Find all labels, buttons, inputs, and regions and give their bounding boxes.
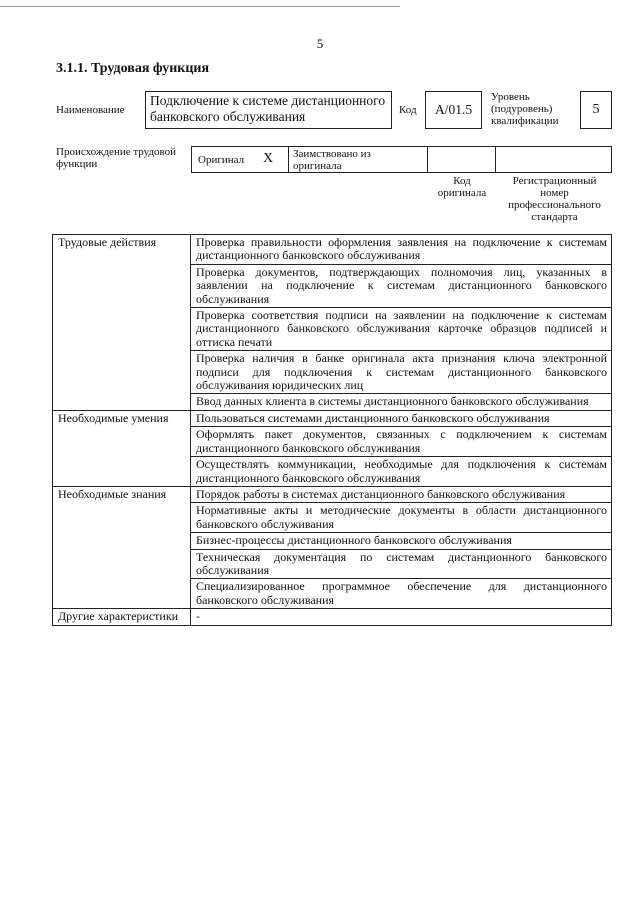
borrowed-label [293,148,371,172]
knowledge-item: Специализированное программное обеспечение для дистанционного банковского обслуживания [191,579,612,609]
reg-caption-line-3: профессионального [508,199,601,211]
registration-caption [496,175,613,223]
knowledge-item: Техническая документация по системам дистанционного банковского обслуживания [191,549,612,579]
original-code-cell [427,146,496,173]
origin-label [56,146,186,170]
page-number: 5 [316,36,324,51]
table-row [53,609,612,625]
labor-action-item: Проверка соответствия подписи на заявлении на подключение к системам дистанционного банковского обслуживания карточке образцов подписей и оттиска печати [191,308,612,351]
borrowed-label-line-2: оригинала [293,160,342,172]
function-name-box: Подключение к системе дистанционного банковского обслуживания [145,91,392,129]
code-caption [428,175,496,199]
top-rule [0,6,400,7]
origin-row [191,146,612,173]
knowledge-item: Нормативные акты и методические документы в области дистанционного банковского обслуживания [191,503,612,533]
level-label-line-1: Уровень [491,91,530,103]
origin-label-line-2: функции [56,158,98,170]
code-caption-line-2: оригинала [437,187,487,199]
code-caption-line-1: Код [453,175,471,187]
table-row [53,235,612,265]
table-row [53,410,612,426]
other-characteristics-label: Другие характеристики [53,609,191,625]
skill-item: Оформлять пакет документов, связанных с подключением к системам дистанционного банковского обслуживания [191,427,612,457]
labor-action-item: Проверка наличия в банке оригинала акта признания ключа электронной подписи для подключения к системам дистанционного банковского обслуживания юридических лиц [191,351,612,394]
function-code-box: A/01.5 [425,91,482,129]
level-label [491,91,576,127]
original-label: Оригинал [198,154,245,166]
other-characteristics-value: - [191,609,612,625]
table-row [53,486,612,502]
skills-label: Необходимые умения [53,410,191,486]
skill-item: Осуществлять коммуникации, необходимые для подключения к системам дистанционного банковского обслуживания [191,457,612,487]
origin-label-line-1: Происхождение трудовой [56,146,177,158]
level-label-line-2: (подуровень) [491,103,553,115]
labor-actions-label: Трудовые действия [53,235,191,411]
qualification-level-box: 5 [580,91,612,129]
labor-action-item: Проверка правильности оформления заявления на подключение к системам дистанционного банковского обслуживания [191,235,612,265]
knowledge-label: Необходимые знания [53,486,191,608]
reg-caption-line-2: номер [540,187,569,199]
original-cell [191,146,289,173]
name-label: Наименование [56,104,125,116]
registration-number-cell [495,146,612,173]
borrowed-label-line-1: Заимствовано из [293,148,371,160]
knowledge-item: Порядок работы в системах дистанционного банковского обслуживания [191,486,612,502]
section-title: 3.1.1. Трудовая функция [56,61,210,76]
labor-action-item: Ввод данных клиента в системы дистанционного банковского обслуживания [191,394,612,410]
original-mark: X [263,151,274,166]
reg-caption-line-4: стандарта [531,211,578,223]
knowledge-item: Бизнес-процессы дистанционного банковского обслуживания [191,533,612,549]
labor-action-item: Проверка документов, подтверждающих полномочия лиц, указанных в заявлении на подключение к системам дистанционного банковского обслуживания [191,264,612,307]
reg-caption-line-1: Регистрационный [512,175,597,187]
skill-item: Пользоваться системами дистанционного банковского обслуживания [191,410,612,426]
level-label-line-3: квалификации [491,115,559,127]
code-label: Код [399,104,417,116]
function-details-table [52,234,612,626]
borrowed-cell [288,146,428,173]
